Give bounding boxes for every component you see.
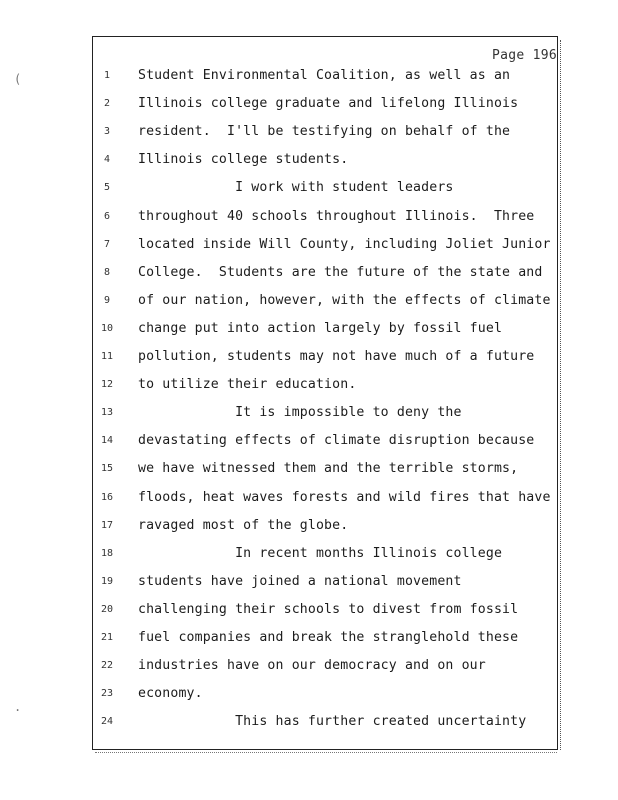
transcript-line: throughout 40 schools throughout Illinois. Three (138, 208, 535, 224)
line-number: 11 (100, 351, 114, 362)
transcript-line: pollution, students may not have much of a future (138, 349, 535, 364)
transcript-line: located inside Will County, including Joliet Junior (138, 236, 551, 252)
transcript-line: fuel companies and break the stranglehold these (138, 630, 519, 645)
transcript-line: change put into action largely by fossil fuel (138, 320, 503, 336)
line-number: 22 (100, 660, 114, 672)
line-number: 4 (103, 154, 111, 166)
line-number: 9 (103, 294, 111, 306)
page-number: Page 196 (492, 48, 558, 63)
page-bottom-edge (95, 752, 557, 754)
line-number: 13 (100, 407, 114, 419)
line-number: 6 (103, 210, 111, 222)
transcript-line: College. Students are the future of the state and (138, 264, 543, 280)
line-number: 2 (103, 98, 111, 110)
transcript-line: Illinois college graduate and lifelong Illinois (138, 96, 519, 112)
scan-mark: ( (14, 72, 22, 86)
transcript-line: It is impossible to deny the (138, 405, 462, 421)
transcript-line: Illinois college students. (138, 152, 349, 168)
transcript-line: industries have on our democracy and on our (138, 658, 486, 674)
line-number: 14 (100, 435, 114, 447)
line-number: 23 (100, 688, 114, 700)
line-number: 19 (100, 575, 114, 587)
line-number: 1 (103, 70, 111, 81)
page-right-edge (560, 40, 562, 750)
transcript-line: floods, heat waves forests and wild fires that have (138, 489, 551, 505)
transcript-line: Student Environmental Coalition, as well as an (138, 68, 511, 83)
transcript-line: In recent months Illinois college (138, 545, 503, 561)
transcript-line: students have joined a national movement (138, 573, 462, 589)
line-number: 21 (100, 632, 114, 643)
line-number: 8 (103, 266, 111, 278)
line-number: 18 (100, 547, 114, 559)
transcript-line: economy. (138, 686, 203, 702)
line-number: 20 (100, 603, 114, 615)
line-number: 5 (103, 182, 111, 194)
line-number: 16 (100, 491, 114, 503)
transcript-line: This has further created uncertainty (138, 714, 527, 730)
transcript-line: devastating effects of climate disruption because (138, 433, 535, 449)
line-number: 10 (100, 322, 114, 334)
transcript-line: we have witnessed them and the terrible storms, (138, 461, 519, 477)
line-number: 7 (103, 238, 111, 250)
transcript-line: challenging their schools to divest from fossil (138, 601, 519, 617)
transcript-line: ravaged most of the globe. (138, 517, 349, 533)
line-number: 17 (100, 519, 114, 531)
line-number: 3 (103, 126, 111, 138)
transcript-line: I work with student leaders (138, 180, 454, 196)
line-number: 24 (100, 716, 114, 728)
line-number: 12 (100, 379, 114, 391)
transcript-line: of our nation, however, with the effects of climate (138, 292, 551, 308)
line-number: 15 (100, 463, 114, 475)
transcript-line: resident. I'll be testifying on behalf of the (138, 124, 511, 140)
transcript-line: to utilize their education. (138, 377, 357, 393)
scan-mark: . (14, 700, 22, 714)
